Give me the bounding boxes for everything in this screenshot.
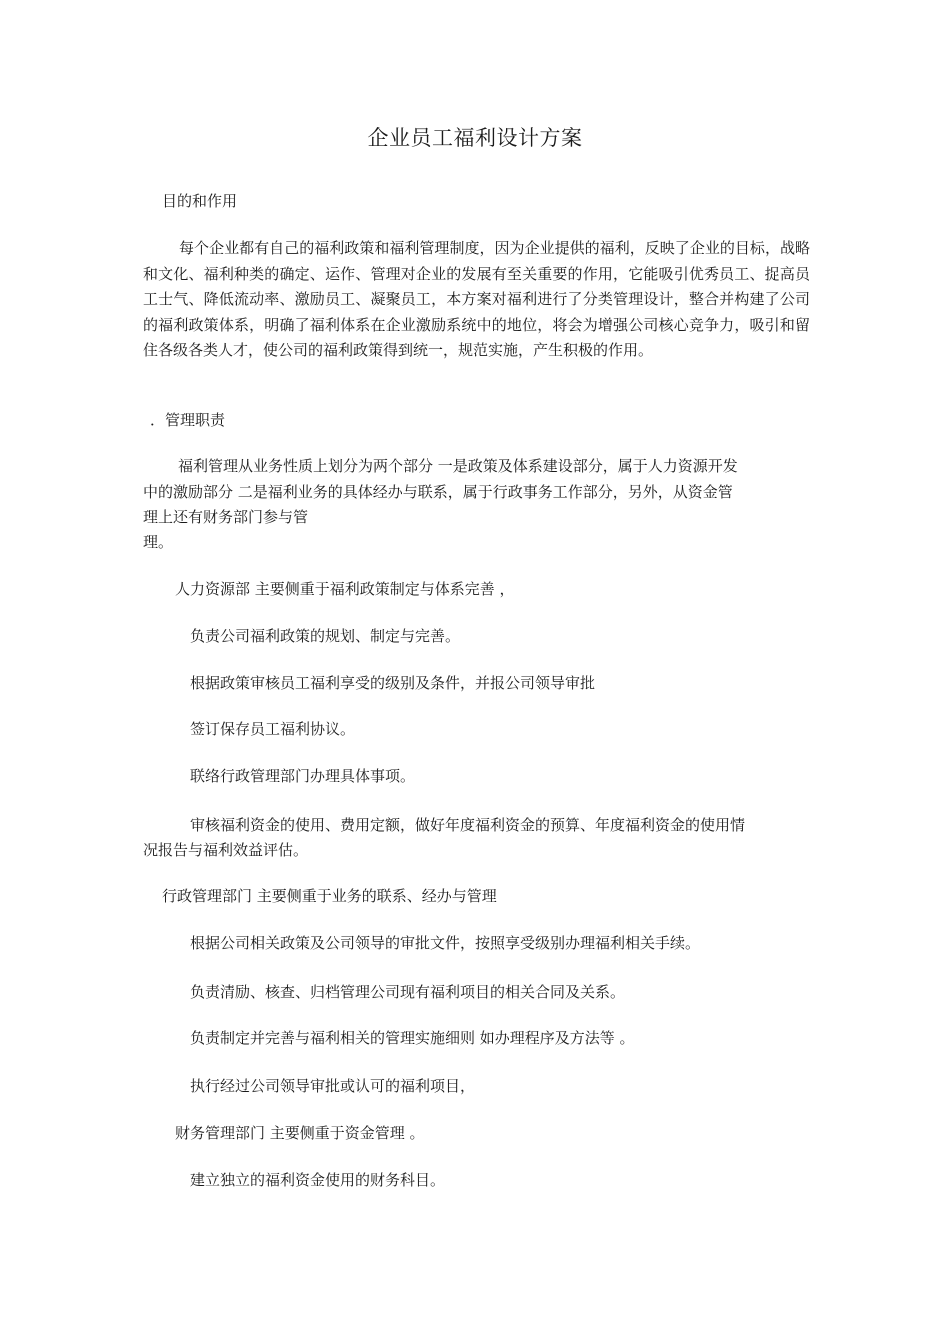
paragraph-purpose-text: 每个企业都有自己的福利政策和福利管理制度，因为企业提供的福利，反映了企业的目标，战略和文化、福利种类的确定、运作、管理对企业的发展有至关重要的作用，它能吸引优秀员工、捉高员工士气、降低流动率、激励员工、凝聚员工，本方案对福利进行了分类管理设计，整合并构建了公司的福利政策体系，明确了福利体系在企业激励系统中的地位，将会为增强公司核心竞争力，吸引和留住各级各类人才，使公司的福利政策得到统一，规范实施，产生积极的作用。 — [143, 239, 810, 359]
hr-item-1: 负责公司福利政策的规划、制定与完善。 — [190, 627, 461, 645]
admin-item-4: 执行经过公司领导审批或认可的福利项目， — [190, 1077, 476, 1095]
hr-item-3: 签订保存员工福利协议。 — [190, 720, 356, 738]
finance-item-1: 建立独立的福利资金使用的财务科目。 — [190, 1171, 446, 1189]
paragraph-duties-line-2: 中的激励部分 二是福利业务的具体经办与联系，属于行政事务工作部分，另外，从资金管 — [143, 483, 733, 501]
hr-item-5-line-2: 况报告与福利效益评估。 — [143, 841, 309, 859]
subheading-hr-department: 人力资源部 主要侧重于福利政策制定与体系完善 ， — [175, 580, 515, 598]
section-heading-purpose: 目的和作用 — [162, 192, 238, 210]
subheading-finance-department: 财务管理部门 主要侧重于资金管理 。 — [175, 1124, 425, 1142]
hr-item-4: 联络行政管理部门办理具体事项。 — [190, 767, 416, 785]
admin-item-2: 负责清励、核查、归档管理公司现有福利项目的相关合同及关系。 — [190, 983, 626, 1001]
section-heading-duties: ．管理职责 — [150, 411, 226, 429]
subheading-admin-department: 行政管理部门 主要侧重于业务的联系、经办与管理 — [162, 887, 497, 905]
hr-item-2: 根据政策审核员工福利享受的级别及条件，并报公司领导审批 — [190, 674, 596, 692]
admin-item-1: 根据公司相关政策及公司领导的审批文件，按照享受级别办理福利相关手续。 — [190, 934, 701, 952]
paragraph-duties-line-1: 福利管理从业务性质上划分为两个部分 一是政策及体系建设部分，属于人力资源开发 — [178, 457, 738, 475]
admin-item-3: 负责制定并完善与福利相关的管理实施细则 如办理程序及方法等 。 — [190, 1029, 635, 1047]
paragraph-duties-line-4: 理。 — [143, 533, 174, 551]
paragraph-duties-line-3: 理上还有财务部门参与管 — [143, 508, 309, 526]
document-title: 企业员工福利设计方案 — [367, 126, 583, 150]
hr-item-5-line-1: 审核福利资金的使用、费用定额，做好年度福利资金的预算、年度福利资金的使用情 — [190, 816, 746, 834]
paragraph-purpose — [143, 236, 810, 364]
